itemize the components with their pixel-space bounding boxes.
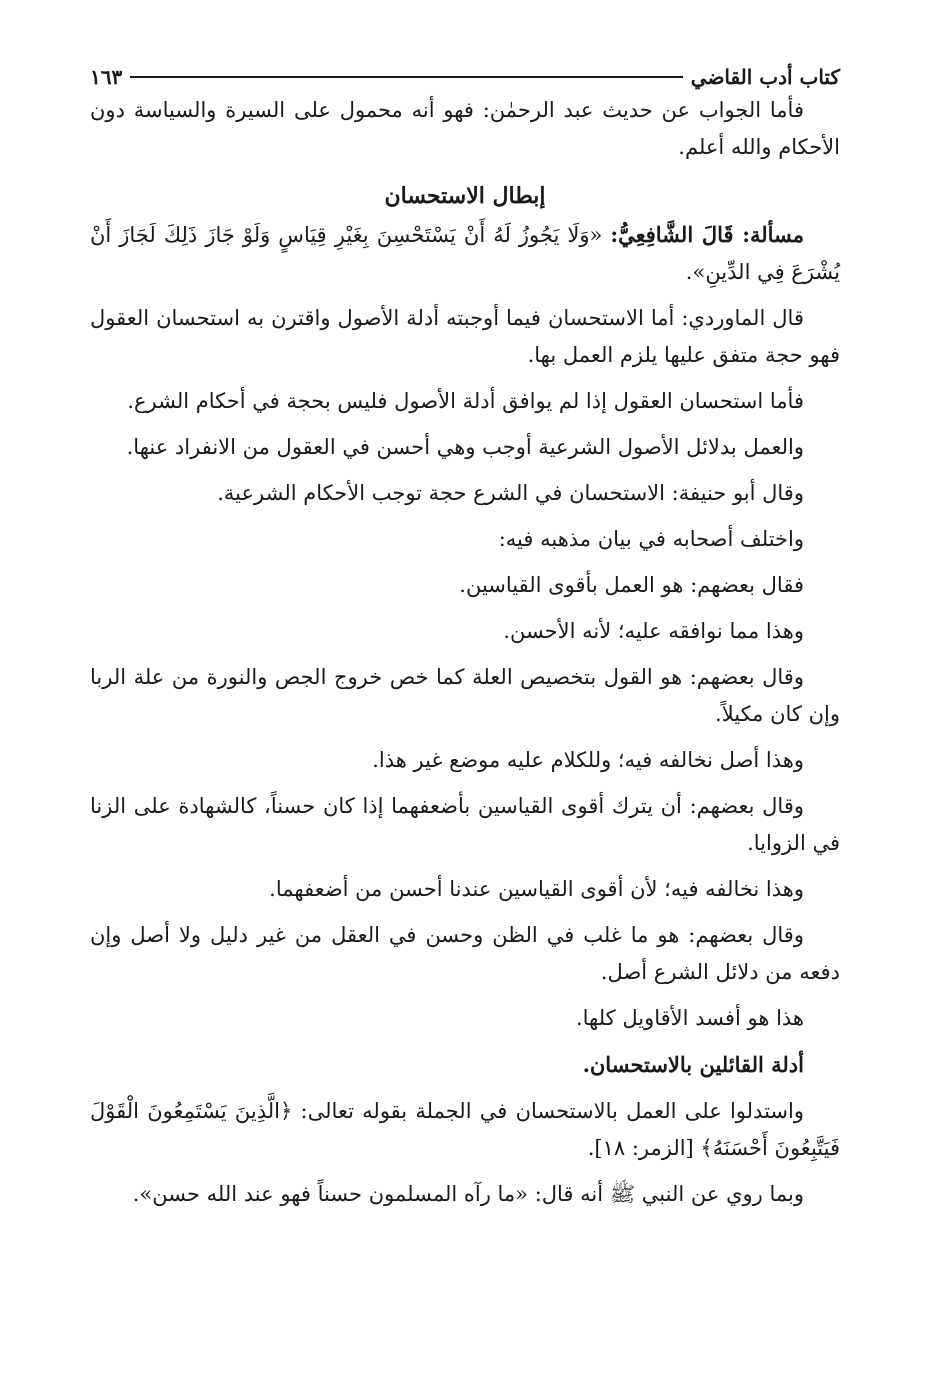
paragraph: واختلف أصحابه في بيان مذهبه فيه: <box>498 527 804 551</box>
paragraph: وقال بعضهم: أن يترك أقوى القياسين بأضعفهما إذا كان حسناً، كالشهادة على الزنا في الزوايا. <box>90 794 840 855</box>
running-header <box>90 62 840 92</box>
paragraph: وقال أبو حنيفة: الاستحسان في الشرع حجة توجب الأحكام الشرعية. <box>217 481 804 505</box>
subheading: أدلة القائلين بالاستحسان. <box>582 1052 804 1077</box>
paragraph: وقال بعضهم: هو القول بتخصيص العلة كما خص خروج الجص والنورة من علة الربا وإن كان مكيلاً. <box>90 665 840 726</box>
page-number: ١٦٣ <box>90 65 123 89</box>
paragraph: وهذا نخالفه فيه؛ لأن أقوى القياسين عندنا أحسن من أضعفهما. <box>269 877 804 901</box>
paragraph: وهذا مما نوافقه عليه؛ لأنه الأحسن. <box>503 619 804 643</box>
paragraph: والعمل بدلائل الأصول الشرعية أوجب وهي أحسن في العقول من الانفراد عنها. <box>126 435 804 459</box>
header-rule <box>130 76 683 78</box>
paragraph: فأما استحسان العقول إذا لم يوافق أدلة الأصول فليس بحجة في أحكام الشرع. <box>127 389 804 413</box>
paragraph: فقال بعضهم: هو العمل بأقوى القياسين. <box>459 573 804 597</box>
book-title: كتاب أدب القاضي <box>690 65 840 89</box>
paragraph: فأما الجواب عن حديث عبد الرحمٰن: فهو أنه محمول على السيرة والسياسة دون الأحكام والله أعلم. <box>90 98 840 159</box>
book-page <box>90 62 840 1213</box>
paragraph: واستدلوا على العمل بالاستحسان في الجملة بقوله تعالى: ﴿الَّذِينَ يَسْتَمِعُونَ الْقَوْلَ فَيَتَّبِعُونَ أَحْسَنَهُ﴾ [الزمر: ١٨]. <box>90 1099 840 1160</box>
paragraph: قال الماوردي: أما الاستحسان فيما أوجبته أدلة الأصول واقترن به استحسان العقول فهو حجة متفق عليها يلزم العمل بها. <box>90 306 840 367</box>
paragraph: وبما روي عن النبي ﷺ أنه قال: «ما رآه المسلمون حسناً فهو عند الله حسن». <box>132 1182 804 1206</box>
section-title: إبطال الاستحسان <box>384 183 546 209</box>
paragraph: مسألة: قَالَ الشَّافِعِيُّ: «وَلَا يَجُوزُ لَهُ أَنْ يَسْتَحْسِنَ بِغَيْرِ قِيَاسٍ وَلَوْ جَازَ ذَلِكَ لَجَازَ أَنْ يُشْرَعَ فِي الدِّينِ». <box>90 222 840 284</box>
paragraph: وقال بعضهم: هو ما غلب في الظن وحسن في العقل من غير دليل ولا أصل وإن دفعه من دلائل الشرع أصل. <box>90 923 840 984</box>
paragraph: وهذا أصل نخالفه فيه؛ وللكلام عليه موضع غير هذا. <box>372 748 804 772</box>
paragraph: هذا هو أفسد الأقاويل كلها. <box>575 1006 804 1030</box>
